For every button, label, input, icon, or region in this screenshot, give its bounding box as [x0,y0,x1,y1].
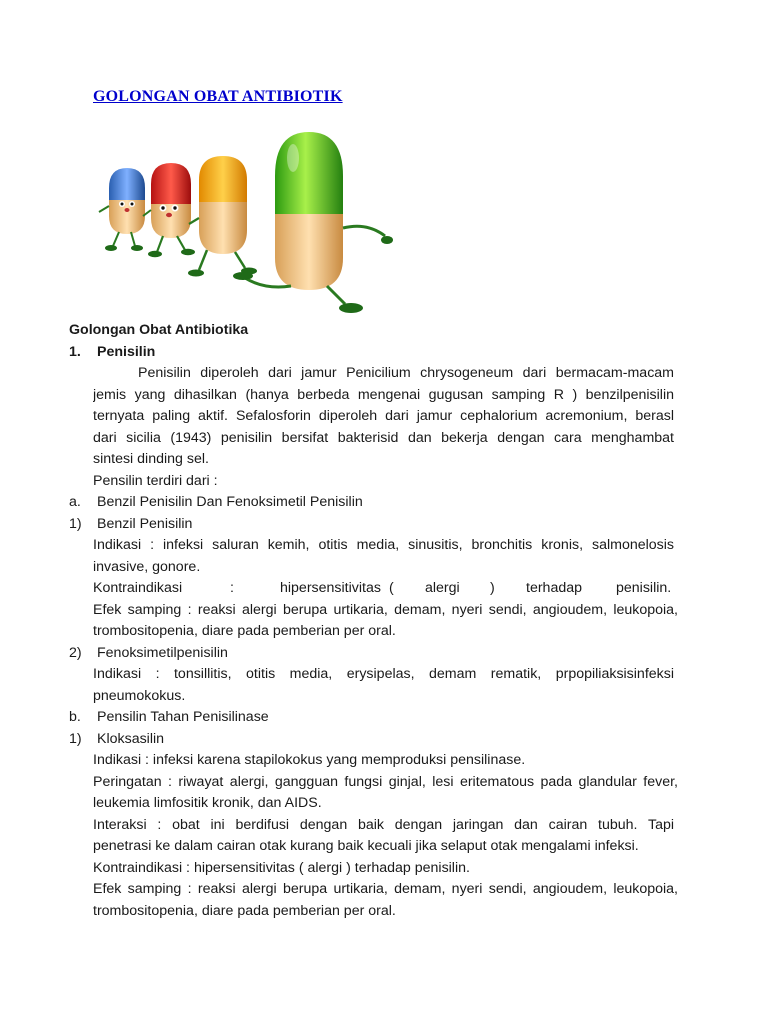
sub-b-letter: b. [69,709,81,725]
intro-line: ternyata paling aktif. Sefalosforin diperoleh dari jamur cephalorium acremonium, berasl [93,408,674,424]
a2-indikasi-line: Indikasi : tonsillitis, otitis media, erysipelas, demam rematik, prpopiliaksisinfeksi [93,666,674,682]
intro-line: sintesi dinding sel. [93,451,209,467]
intro-line: Penisilin diperoleh dari jamur Penicilium chrysogeneum dari bermacam-macam [138,365,674,381]
b1-indikasi-line: Indikasi : infeksi karena stapilokokus yang memproduksi pensilinase. [93,752,526,768]
b1-peringatan-line: leukemia limfositik kronik, dan AIDS. [93,795,322,811]
consists-of-line: Pensilin terdiri dari : [93,472,218,489]
section-1-label: Penisilin [97,343,156,360]
sub-a-label: Benzil Penisilin Dan Fenoksimetil Penisilin [97,494,363,510]
section-heading: Golongan Obat Antibiotika [69,322,249,338]
document-body [0,320,768,922]
blue-capsule-character [99,168,145,251]
sub-a-row [0,492,768,514]
item-b1-row [0,729,768,751]
capsule-characters-illustration [95,118,400,323]
item-b1-number: 1) [69,730,82,747]
intro-line: jemis yang dihasilkan (hanya berbeda mengenai gugusan samping R ) benzilpenisilin [93,386,674,403]
sub-b-row [0,707,768,729]
item-a2-label: Fenoksimetilpenisilin [97,644,228,661]
heading-row [0,320,768,342]
b1-interaksi-line: penetrasi ke dalam cairan otak kurang baik kecuali jika selaput otak mengalami infeksi. [93,838,639,854]
a1-indikasi-line: invasive, gonore. [93,558,201,575]
a1-efek-line: Efek samping : reaksi alergi berupa urtikaria, demam, nyeri sendi, angioudem, leukopoia, [93,601,678,618]
a1-indikasi-line: Indikasi : infeksi saluran kemih, otitis media, sinusitis, bronchitis kronis, salmonelosis [93,537,674,553]
item-a1-label: Benzil Penisilin [97,515,193,532]
a2-indikasi-line: pneumokokus. [93,687,186,704]
a1-kontraindikasi-line: Kontraindikasi : hipersensitivitas ( alergi ) terhadap penisilin. [93,580,672,596]
item-a1-number: 1) [69,515,82,532]
b1-efek-line: trombositopenia, diare pada pemberian per oral. [93,902,396,919]
sub-a-letter: a. [69,494,81,510]
green-capsule-character [233,132,393,313]
item-a2-number: 2) [69,644,82,661]
section-1-row [0,342,768,364]
item-a1-row [0,514,768,536]
orange-capsule-character [188,156,257,277]
b1-peringatan-line: Peringatan : riwayat alergi, gangguan fungsi ginjal, lesi eritematous pada glandular fever, [93,773,678,790]
b1-efek-line: Efek samping : reaksi alergi berupa urtikaria, demam, nyeri sendi, angioudem, leukopoia, [93,881,678,897]
page-title-link[interactable]: GOLONGAN OBAT ANTIBIOTIK [93,88,343,105]
intro-line: dari sicilia (1943) penisilin bersifat bakterisid dan bekerja dengan cara menghambat [93,429,674,446]
b1-interaksi-line: Interaksi : obat ini berdifusi dengan baik dengan jaringan dan cairan tubuh. Tapi [93,816,674,833]
item-b1-label: Kloksasilin [97,730,165,747]
b1-kontraindikasi-line: Kontraindikasi : hipersensitivitas ( alergi ) terhadap penisilin. [93,859,470,876]
sub-b-label: Pensilin Tahan Penisilinase [97,709,269,725]
a1-efek-line: trombositopenia, diare pada pemberian per oral. [93,623,396,639]
section-1-number: 1. [69,343,81,360]
red-capsule-character [143,163,195,257]
item-a2-row [0,643,768,665]
